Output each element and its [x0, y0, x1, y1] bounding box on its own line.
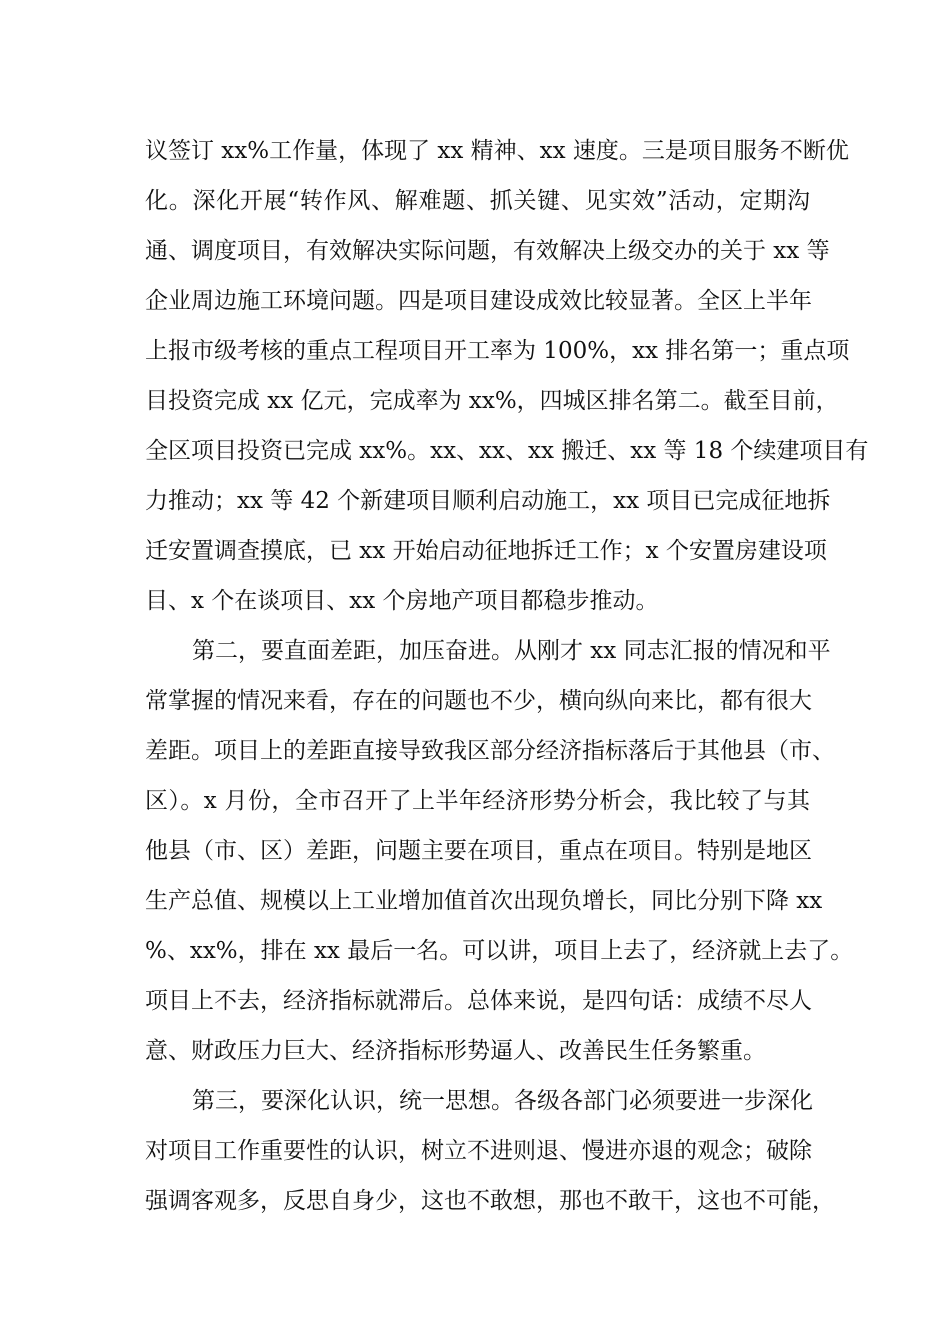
paragraph-1-line-5: 上报市级考核的重点工程项目开工率为 100%，xx 排名第一；重点项: [145, 338, 850, 364]
paragraph-2-line-6: 生产总值、规模以上工业增加值首次出现负增长，同比分别下降 xx: [145, 888, 823, 914]
paragraph-1-line-4: 企业周边施工环境问题。四是项目建设成效比较显著。全区上半年: [145, 288, 812, 314]
paragraph-1-line-8: 力推动；xx 等 42 个新建项目顺利启动施工，xx 项目已完成征地拆: [145, 488, 831, 514]
paragraph-2-line-8: 项目上不去，经济指标就滞后。总体来说，是四句话：成绩不尽人: [145, 988, 812, 1014]
paragraph-1-line-2: 化。深化开展“转作风、解难题、抓关键、见实效”活动，定期沟: [145, 188, 810, 214]
paragraph-2-line-9: 意、财政压力巨大、经济指标形势逼人、改善民生任务繁重。: [145, 1038, 766, 1064]
paragraph-1-line-6: 目投资完成 xx 亿元，完成率为 xx%，四城区排名第二。截至目前，: [145, 388, 839, 414]
paragraph-2-line-2: 常掌握的情况来看，存在的问题也不少，横向纵向来比，都有很大: [145, 688, 812, 714]
paragraph-3-line-2: 对项目工作重要性的认识，树立不进则退、慢进亦退的观念；破除: [145, 1138, 812, 1164]
paragraph-2-line-3: 差距。项目上的差距直接导致我区部分经济指标落后于其他县（市、: [145, 738, 835, 764]
paragraph-1-line-10: 目、x 个在谈项目、xx 个房地产项目都稳步推动。: [145, 588, 659, 614]
paragraph-2-line-1: 第二，要直面差距，加压奋进。从刚才 xx 同志汇报的情况和平: [192, 638, 831, 664]
paragraph-3-line-1: 第三，要深化认识，统一思想。各级各部门必须要进一步深化: [192, 1088, 813, 1114]
paragraph-1-line-9: 迁安置调查摸底，已 xx 开始启动征地拆迁工作；x 个安置房建设项: [145, 538, 827, 564]
paragraph-1-line-1: 议签订 xx%工作量，体现了 xx 精神、xx 速度。三是项目服务不断优: [145, 138, 849, 164]
paragraph-1-line-7: 全区项目投资已完成 xx%。xx、xx、xx 搬迁、xx 等 18 个续建项目有: [145, 438, 869, 464]
paragraph-2-line-4: 区）。x 月份，全市召开了上半年经济形势分析会，我比较了与其: [145, 788, 810, 814]
paragraph-2-line-5: 他县（市、区）差距，问题主要在项目，重点在项目。特别是地区: [145, 838, 812, 864]
paragraph-3-line-3: 强调客观多，反思自身少，这也不敢想，那也不敢干，这也不可能，: [145, 1188, 835, 1214]
paragraph-1-line-3: 通、调度项目，有效解决实际问题，有效解决上级交办的关于 xx 等: [145, 238, 830, 264]
paragraph-2-line-7: %、xx%，排在 xx 最后一名。可以讲，项目上去了，经济就上去了。: [145, 938, 854, 964]
